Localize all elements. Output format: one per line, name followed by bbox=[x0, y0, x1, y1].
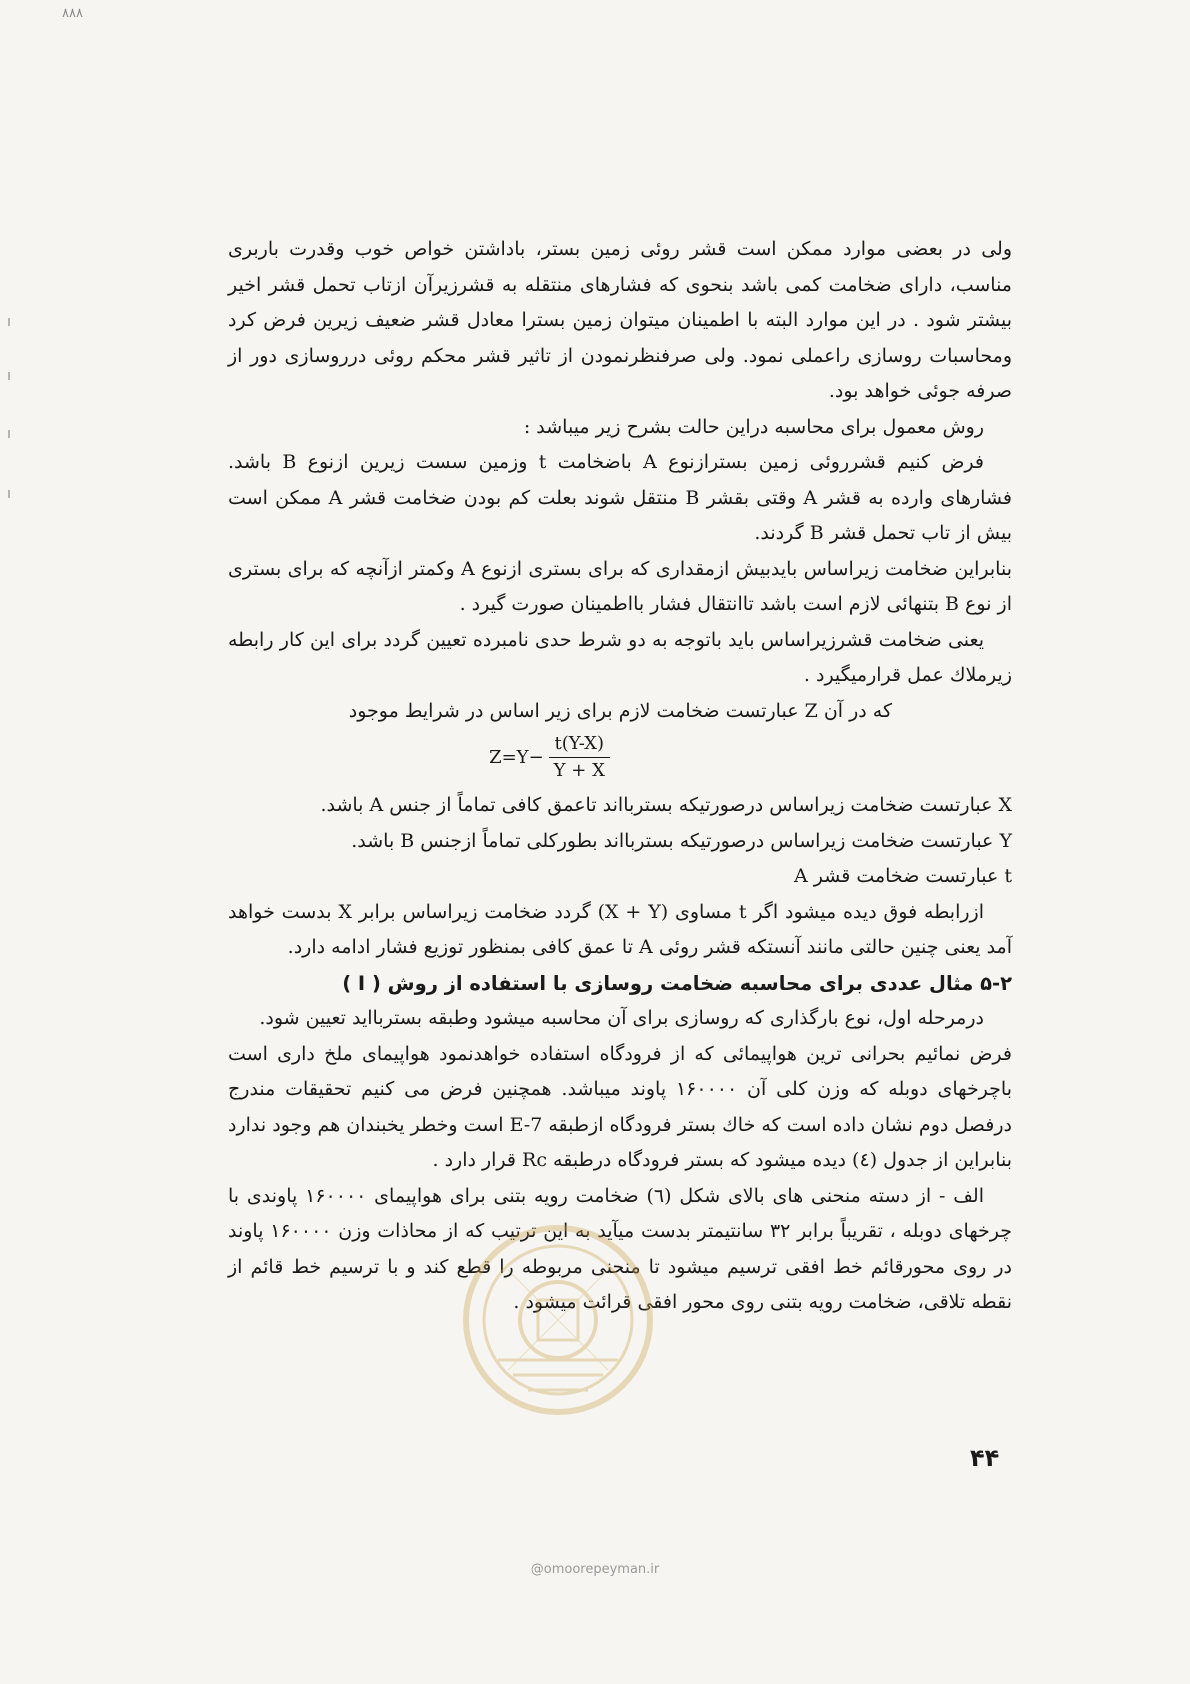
definition-text: عبارتست ضخامت زیراساس درصورتیکه بستربااند تاعمق کافی تماماً از جنس A باشد. bbox=[320, 794, 993, 816]
formula-fraction bbox=[548, 733, 611, 782]
definition-x bbox=[228, 788, 1012, 824]
definition-text: عبارتست ضخامت قشر A bbox=[793, 865, 999, 887]
definition-y bbox=[228, 824, 1012, 860]
paragraph: فرض کنیم قشرروئی زمین بسترازنوع A باضخامت t وزمین سست زیرین ازنوع B باشد. فشارهای وارده به قشر A وقتی بقشر B منتقل شوند بعلت کم بودن ضخامت قشر A ممکن است بیش از تاب تحمل قشر B گردند. bbox=[228, 451, 1013, 544]
scan-edge-marks bbox=[0, 0, 20, 1684]
paragraph: روش معمول برای محاسبه دراین حالت بشرح زیر میباشد : bbox=[523, 415, 984, 438]
paragraph: که در آن Z عبارتست ضخامت لازم برای زیر اساس در شرایط موجود bbox=[348, 699, 892, 722]
formula-denominator: Y + X bbox=[553, 760, 605, 781]
formula-numerator: t(Y-X) bbox=[549, 733, 610, 758]
paragraph: فرض نمائیم بحرانی ترین هواپیمائی که از فرودگاه استفاده خواهدنمود هواپیمای ملخ داری است باچرخهای دوبله که وزن کلی آن ۱۶۰۰۰۰ پاوند میباشد. همچنین فرض می کنیم تحقیقات مندرج درفصل دوم نشان داده است که خاك بستر فرودگاه ازطبقه E-7 است وخطر یخبندان هم وجود ندارد بنابراین از جدول (٤) دیده میشود که بستر فرودگاه درطبقه Rc قرار دارد . bbox=[228, 1042, 1012, 1171]
paragraph: یعنی ضخامت قشرزیراساس باید باتوجه به دو شرط حدی نامبرده تعیین گردد برای این کار رابطه زیرملاك عمل قرارمیگیرد . bbox=[228, 628, 1012, 686]
definition-symbol: X bbox=[998, 794, 1012, 816]
definition-symbol: t bbox=[1004, 865, 1012, 887]
section-heading: ۵-۲ مثال عددی برای محاسبه ضخامت روسازی با استفاده از روش ( I ) bbox=[342, 971, 1012, 995]
formula bbox=[158, 733, 942, 782]
paragraph: ولی در بعضی موارد ممکن است قشر روئی زمین بستر، باداشتن خواص خوب وقدرت باربری مناسب، دارای ضخامت کمی باشد بنحوی که فشارهای منتقله به قشرزیرآن ازتاب تحمل قشر اخیر بیشتر شود . در این موارد البته با اطمینان میتوان زمین بسترا معادل قشر ضعیف زیرین فرض کرد ومحاسبات روسازی راعملی نمود. ولی صرفنظرنمودن از تاثیر قشر محکم روئی درروسازی دور از صرفه جوئی خواهد بود. bbox=[228, 238, 1012, 402]
paragraph: بنابراین ضخامت زیراساس بایدبیش ازمقداری که برای بستری ازنوع A وکمتر ازآنچه که برای بستری از نوع B بتنهائی لازم است باشد تاانتقال فشار بااطمینان صورت گیرد . bbox=[228, 557, 1012, 615]
formula-lhs: Z=Y− bbox=[489, 746, 544, 768]
corner-mark: ۸۸۸ bbox=[62, 6, 83, 21]
paragraph: درمرحله اول، نوع بارگذاری که روسازی برای آن محاسبه میشود وطبقه بستربااید تعیین شود. bbox=[259, 1007, 984, 1029]
paragraph: الف - از دسته منحنی های بالای شکل (٦) ضخامت رویه بتنی برای هواپیمای ۱۶۰۰۰۰ پاوندی با چرخهای دوبله ، تقریباً برابر ۳۲ سانتیمتر بدست میآید به این ترتیب که از محاذات وزن ۱۶۰۰۰۰ پاوند در روی محورقائم خط افقی ترسیم میشود تا منحنی مربوطه را قطع کند و با ترسیم خط قائم از نقطه تلاقی، ضخامت رویه بتنی روی محور افقی قرائت میشود . bbox=[228, 1184, 1013, 1313]
paragraph: ازرابطه فوق دیده میشود اگر t مساوی (X + Y) گردد ضخامت زیراساس برابر X بدست خواهد آمد یعنی چنین حالتی مانند آنستکه قشر روئی A تا عمق کافی بمنظور توزیع فشار ادامه دارد. bbox=[228, 900, 1012, 958]
watermark-url: @omoorepeyman.ir bbox=[530, 1562, 660, 1577]
page-body bbox=[228, 232, 1012, 1321]
definition-t bbox=[228, 859, 1012, 895]
definition-text: عبارتست ضخامت زیراساس درصورتیکه بستربااند بطورکلی تماماً ازجنس B باشد. bbox=[351, 829, 994, 852]
page-number: ۴۴ bbox=[970, 1444, 1000, 1472]
definition-symbol: Y bbox=[999, 829, 1012, 852]
